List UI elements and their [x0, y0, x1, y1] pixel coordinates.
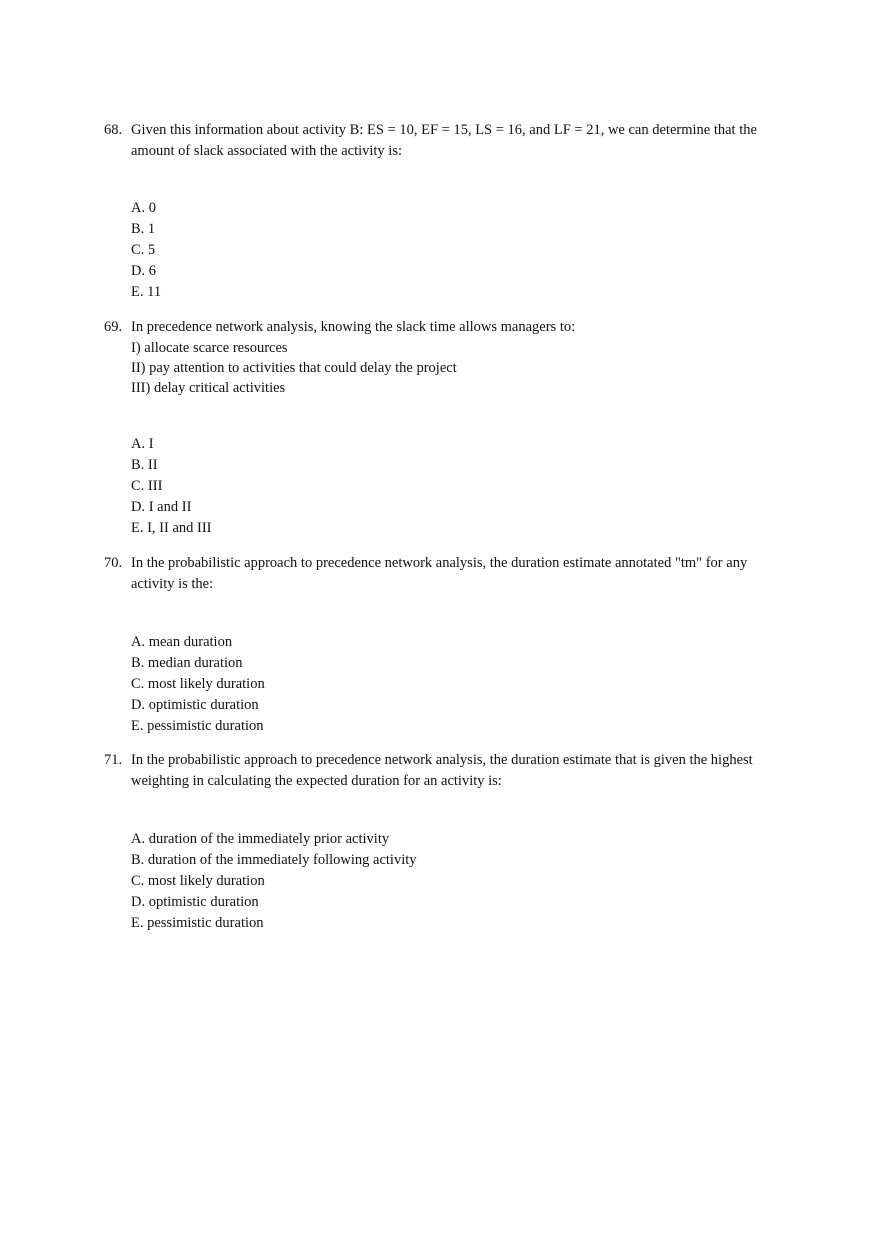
option-d: D. 6 [131, 263, 156, 279]
answer-options [131, 434, 784, 539]
option-e: E. I, II and III [131, 519, 212, 536]
question-text: In the probabilistic approach to precedence network analysis, the duration estimate that is given the highest weighting in calculating the expected duration for an activity is: [131, 752, 753, 789]
question-71 [104, 750, 784, 934]
option-b: B. duration of the immediately following activity [131, 852, 417, 868]
option-d: D. optimistic duration [131, 697, 259, 713]
answer-options [131, 198, 784, 303]
question-text: Given this information about activity B: ES = 10, EF = 15, LS = 16, and LF = 21, we can determine that the amount of slack associated with the activity is: [131, 122, 757, 159]
answer-options [131, 829, 784, 934]
question-68 [104, 120, 784, 303]
option-b: B. II [131, 456, 158, 473]
statement-iii: III) delay critical activities [131, 379, 286, 396]
option-e: E. pessimistic duration [131, 915, 264, 931]
option-c: C. 5 [131, 242, 156, 258]
option-a: A. 0 [131, 200, 156, 216]
option-b: B. median duration [131, 655, 243, 671]
option-e: E. 11 [131, 284, 162, 300]
option-a: A. duration of the immediately prior activity [131, 831, 390, 847]
question-text: In precedence network analysis, knowing the slack time allows managers to: [131, 319, 576, 335]
option-a: A. mean duration [131, 634, 233, 650]
option-d: D. optimistic duration [131, 894, 259, 910]
question-70 [104, 553, 784, 737]
question-number: 70. [104, 555, 123, 571]
option-b: B. 1 [131, 221, 156, 237]
option-c: C. most likely duration [131, 873, 265, 889]
question-number: 71. [104, 752, 123, 768]
question-number: 68. [104, 122, 123, 138]
option-c: C. III [131, 477, 163, 494]
option-e: E. pessimistic duration [131, 718, 264, 734]
statement-list [131, 338, 784, 398]
statement-ii: II) pay attention to activities that could delay the project [131, 359, 457, 376]
statement-i: I) allocate scarce resources [131, 339, 288, 356]
answer-options [131, 632, 784, 737]
option-c: C. most likely duration [131, 676, 265, 692]
question-69 [104, 317, 784, 539]
question-number: 69. [104, 319, 123, 335]
option-d: D. I and II [131, 498, 192, 515]
option-a: A. I [131, 435, 154, 452]
question-text: In the probabilistic approach to precedence network analysis, the duration estimate annotated "tm" for any activity is the: [131, 555, 748, 592]
